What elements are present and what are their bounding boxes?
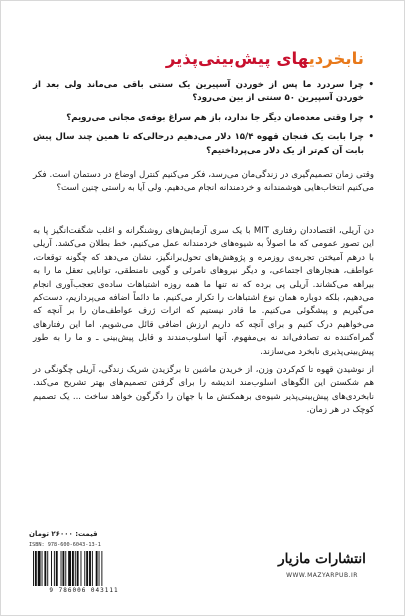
body-paragraph: دن آریلی، اقتصاددان رفتاری MIT با یک سری آزمایش‌های روشنگرانه و اغلب شگفت‌انگیز پا به این تصور عمومی که ما اصولاً به شیوه‌های خردمندانه عمل می‌کنیم، خط بطلان می‌کشد. آریلی با درهم آمیختن تجربه‌ی روزمره و پژوهش‌های تحول‌برانگیز، نشان می‌دهد که چگونه توقعات، عواطف، هنجارهای اجتماعی، و دیگر نیروهای نامرئی و گویی نامنطقی، توانایی تعقل ما را به بیراهه می‌کشاند. آریلی پی برده که نه تنها ما همه روزه اشتباهات ساده‌ی تعجب‌آوری انجام می‌دهیم، بلکه دوباره همان نوع اشتباهات را تکرار می‌کنیم. ما دائماً اضافه می‌پردازیم، دست‌کم می‌گیریم و پیشگوئی می‌کنیم. ما قادر نیستیم که اثرات ژرف عواطف‌مان را بر آنچه که می‌خواهیم درک کنیم و برای آنچه که داریم ارزش اضافی قائل می‌شویم. اما این رفتارهای گمراه‌کننده نه تصادفی‌اند نه بی‌مفهوم. آنها اسلوب‌مندند و قابل پیش‌بینی ـ و ما را به طور پیش‌بینی‌پذیری نابخرد می‌سازند.: [33, 226, 374, 357]
barcode-number: 9 786006 043111: [49, 587, 119, 594]
bullet-item: [33, 112, 374, 125]
publisher-block: [272, 551, 372, 579]
bullet-text: چرا بابت یک فنجان قهوه ۱۵/۴ دلار می‌دهیم درحالی‌که تا همین چند سال پیش بابت آن کم‌تر از یک دلار می‌پرداختیم؟: [33, 132, 364, 156]
bullet-text: چرا وقتی معده‌مان دیگر جا ندارد، باز هم سراغ بوفه‌ی مجانی می‌رویم؟: [66, 112, 364, 123]
bullet-icon: •: [368, 112, 374, 123]
publisher-logo: انتشارات مازیار: [278, 551, 366, 567]
price-label: قیمت: ۲۶۰۰۰ تومان: [29, 530, 98, 538]
title-rest: های پیش‌بینی‌پذیر: [165, 49, 309, 68]
barcode: [29, 551, 139, 597]
bullet-text: چرا سردرد ما پس از خوردن آسپیرین یک سنتی باقی می‌ماند ولی بعد از خوردن آسپیرین ۵۰ سنتی از بین می‌رود؟: [33, 80, 364, 104]
question-bullets: [33, 79, 374, 164]
title-accent: نابخردی: [308, 49, 364, 68]
bullet-item: [33, 79, 374, 106]
bullet-icon: •: [368, 132, 374, 143]
bullet-icon: •: [368, 80, 374, 90]
intro-paragraph: وقتی زمان تصمیم‌گیری در زندگی‌مان می‌رسد، فکر می‌کنیم کنترل اوضاع در دستمان است. فکر می‌کنیم انتخاب‌هایی هوشمندانه و خردمندانه انجام می‌دهیم. ولی آیا به راستی چنین است؟: [33, 170, 374, 194]
bullet-item: [33, 131, 374, 158]
closing-paragraph: از نوشیدن قهوه تا کم‌کردن وزن، از خریدن ماشین تا برگزیدن شریک زندگی، آریلی چگونگی در هم شکستن این الگوهای اسلوب‌مند اندیشه را برای گرفتن تصمیم‌های بهتر تشریح می‌کند. نابخردی‌های پیش‌بینی‌پذیر شیوه‌ی برهمکنش ما با جهان را دگرگون خواهد ساخت ... یک تصمیم کوچک در هر زمان.: [33, 365, 374, 416]
book-title: [166, 49, 364, 68]
isbn-label: ISBN: 978-600-6043-13-1: [29, 542, 101, 548]
publisher-url: WWW.MAZYARPUB.IR: [286, 572, 358, 579]
